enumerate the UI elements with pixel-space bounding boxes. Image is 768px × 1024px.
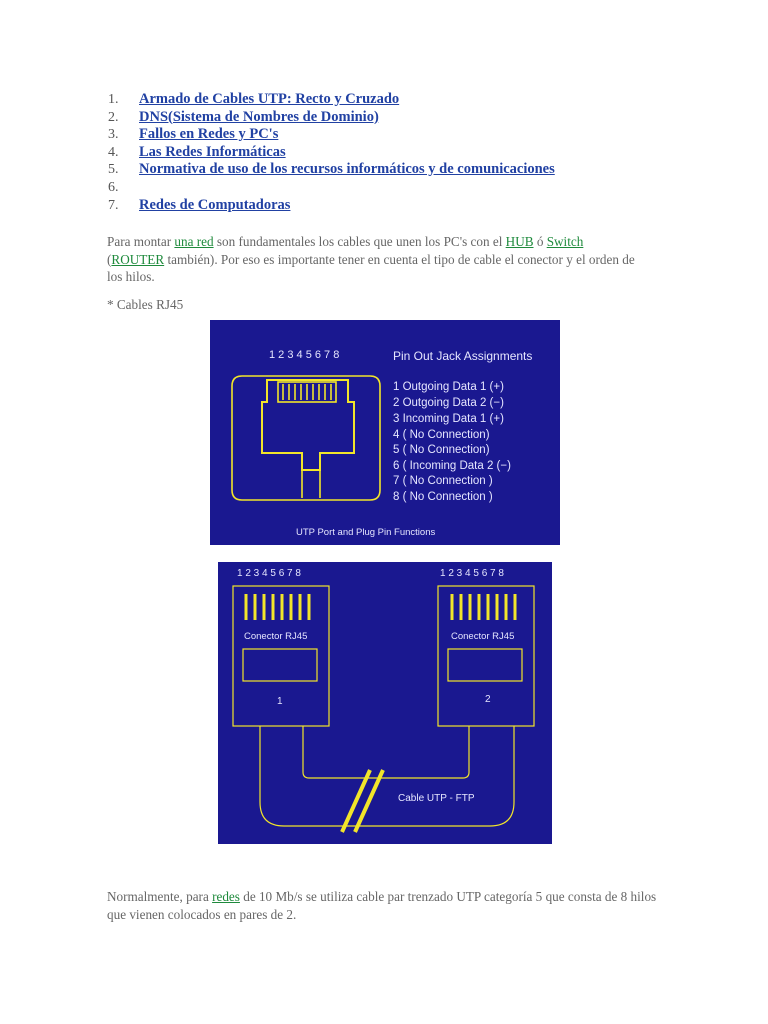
connector-label-right: Conector RJ45 <box>451 631 515 642</box>
cable-break-marks <box>342 770 383 832</box>
toc-link-normativa[interactable]: Normativa de uso de los recursos informáticos y de comunicaciones <box>139 161 555 177</box>
pinout-diagram <box>210 320 560 545</box>
toc-link-cables-utp[interactable]: Armado de Cables UTP: Recto y Cruzado <box>139 91 400 107</box>
assignment-1: 1 Outgoing Data 1 (+) <box>393 381 504 393</box>
assignment-3: 3 Incoming Data 1 (+) <box>393 413 504 425</box>
rj45-jack-drawing <box>232 376 380 500</box>
pin-contacts <box>246 594 515 620</box>
assignment-2: 2 Outgoing Data 2 (−) <box>393 397 504 409</box>
pin-numbers-left: 1 2 3 4 5 6 7 8 <box>237 568 301 579</box>
pinout-svg <box>210 320 560 545</box>
connector-number-left: 1 <box>277 696 283 707</box>
connector-label-left: Conector RJ45 <box>244 631 308 642</box>
toc-link-redes-computadoras[interactable]: Redes de Computadoras <box>139 197 291 213</box>
link-router[interactable]: ROUTER <box>111 251 165 267</box>
assignment-6: 6 ( Incoming Data 2 (−) <box>393 460 511 472</box>
assignment-7: 7 ( No Connection ) <box>393 475 493 487</box>
link-switch[interactable]: Switch <box>546 234 584 249</box>
link-redes[interactable]: redes <box>212 889 240 904</box>
pin-assignments <box>393 381 511 503</box>
cable-type-label: Cable UTP - FTP <box>398 793 475 804</box>
pin-numbers-right: 1 2 3 4 5 6 7 8 <box>440 568 504 579</box>
toc-link-fallos[interactable]: Fallos en Redes y PC's <box>139 126 279 142</box>
cables-rj45-label: * Cables RJ45 <box>107 297 184 312</box>
cable-diagram <box>218 562 552 844</box>
link-hub[interactable]: HUB <box>505 234 534 249</box>
link-una-red[interactable]: una red <box>174 234 214 249</box>
cable-lines <box>260 726 514 826</box>
connector-number-right: 2 <box>485 694 491 705</box>
intro-paragraph: Para montar una red son fundamentales los cables que unen los PC's con el HUB ó Switch (ROUTER también). Por eso es importante tener en cuenta el tipo de cable el conector y el orden de los hilos. <box>107 234 635 284</box>
toc-link-dns[interactable]: DNS(Sistema de Nombres de Dominio) <box>139 108 379 125</box>
toc-link-redes-informaticas[interactable]: Las Redes Informáticas <box>139 143 286 160</box>
bottom-paragraph: Normalmente, para redes de 10 Mb/s se utiliza cable par trenzado UTP categoría 5 que consta de 8 hilos que vienen colocados en pares de 2. <box>107 889 657 922</box>
pin-numbers: 1 2 3 4 5 6 7 8 <box>269 349 340 361</box>
assignment-4: 4 ( No Connection) <box>393 429 490 441</box>
pinout-title: Pin Out Jack Assignments <box>393 349 533 363</box>
pinout-caption: UTP Port and Plug Pin Functions <box>296 527 436 538</box>
assignment-5: 5 ( No Connection) <box>393 444 490 456</box>
cable-svg <box>218 562 552 844</box>
assignment-8: 8 ( No Connection ) <box>393 491 493 503</box>
